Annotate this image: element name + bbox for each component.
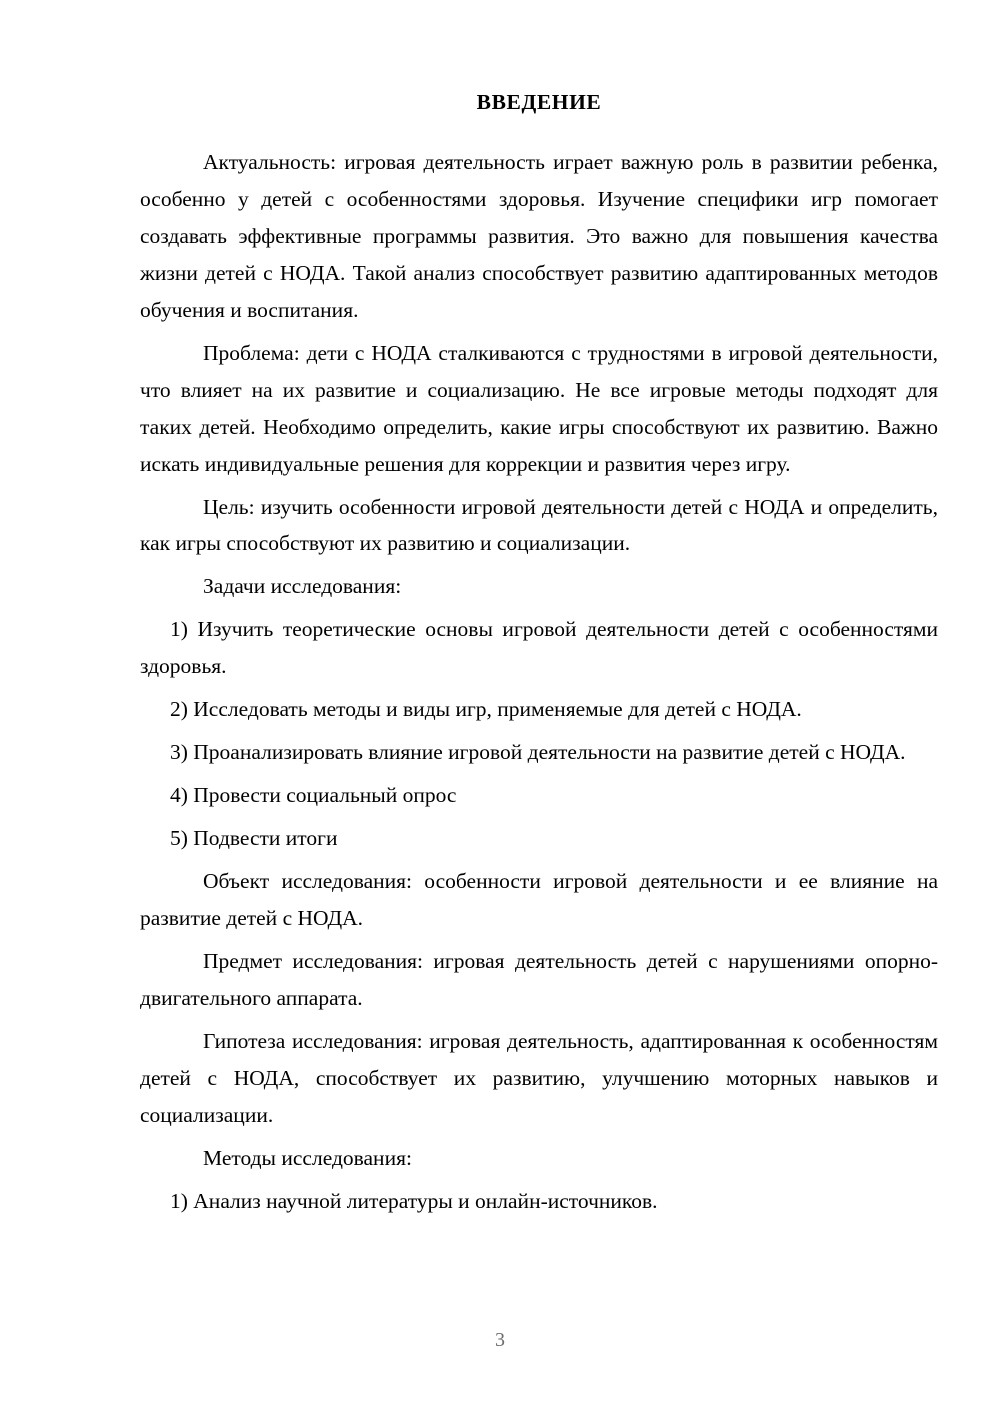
page-number: 3 (495, 1329, 505, 1351)
page-title: ВВЕДЕНИЕ (476, 90, 602, 114)
paragraph-cel: Цель: изучить особенности игровой деятельности детей с НОДА и определить, как игры способствуют их развитию и социализации. (140, 494, 938, 556)
paragraph-gipoteza: Гипотеза исследования: игровая деятельность, адаптированная к особенностям детей с НОДА, способствует их развитию, улучшению моторных навыков и социализации. (140, 1029, 938, 1128)
paragraph-obekt: Объект исследования: особенности игровой деятельности и ее влияние на развитие детей с НОДА. (140, 869, 938, 931)
list-item-zadacha-2: 2) Исследовать методы и виды игр, применяемые для детей с НОДА. (170, 697, 802, 722)
paragraph-predmet: Предмет исследования: игровая деятельность детей с нарушениями опорно-двигательного аппарата. (140, 949, 938, 1011)
list-item-zadacha-3: 3) Проанализировать влияние игровой деятельности на развитие детей с НОДА. (170, 740, 906, 765)
paragraph-problema: Проблема: дети с НОДА сталкиваются с трудностями в игровой деятельности, что влияет на их развитие и социализацию. Не все игровые методы подходят для таких детей. Необходимо определить, какие игры способствуют их развитию. Важно искать индивидуальные решения для коррекции и развития через игру. (140, 340, 938, 476)
document-body (140, 90, 938, 1220)
list-item-zadacha-1: 1) Изучить теоретические основы игровой деятельности детей с особенностями здоровья. (140, 617, 938, 679)
list-item-metod-1: 1) Анализ научной литературы и онлайн-источников. (170, 1188, 658, 1213)
list-item-zadacha-5: 5) Подвести итоги (170, 826, 338, 851)
paragraph-metody-heading: Методы исследования: (203, 1146, 412, 1171)
paragraph-aktualnost: Актуальность: игровая деятельность играет важную роль в развитии ребенка, особенно у детей с особенностями здоровья. Изучение специфики игр помогает создавать эффективные программы развития. Это важно для повышения качества жизни детей с НОДА. Такой анализ способствует развитию адаптированных методов обучения и воспитания. (140, 149, 938, 322)
list-item-zadacha-4: 4) Провести социальный опрос (170, 783, 457, 808)
paragraph-zadachi-heading: Задачи исследования: (203, 574, 402, 599)
